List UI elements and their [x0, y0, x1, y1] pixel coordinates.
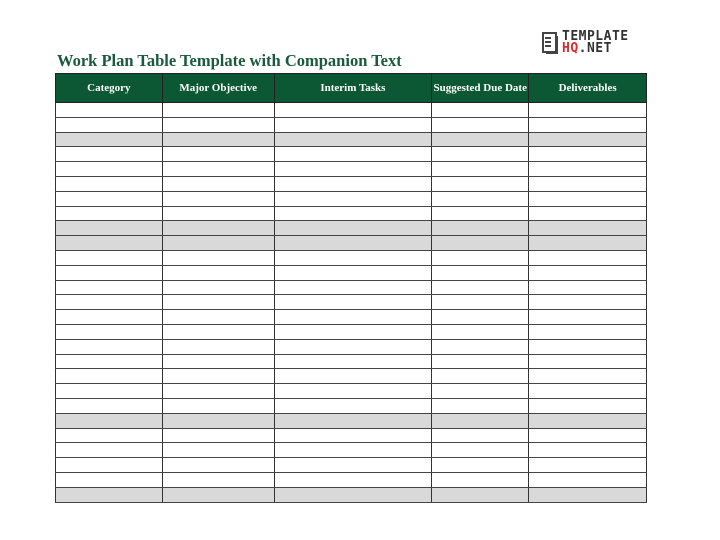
cell-category[interactable] [56, 265, 163, 280]
cell-interim-tasks[interactable] [274, 369, 432, 384]
cell-deliverables[interactable] [529, 324, 647, 339]
cell-suggested-due-date[interactable] [432, 206, 529, 221]
cell-suggested-due-date[interactable] [432, 295, 529, 310]
cell-interim-tasks[interactable] [274, 236, 432, 251]
cell-interim-tasks[interactable] [274, 443, 432, 458]
cell-major-objective[interactable] [162, 413, 274, 428]
cell-category[interactable] [56, 487, 163, 502]
cell-category[interactable] [56, 369, 163, 384]
table-row [56, 384, 647, 399]
cell-deliverables[interactable] [529, 295, 647, 310]
header-suggested-due-date: Suggested Due Date [432, 74, 529, 103]
cell-deliverables[interactable] [529, 191, 647, 206]
table-row [56, 339, 647, 354]
cell-deliverables[interactable] [529, 236, 647, 251]
cell-interim-tasks[interactable] [274, 265, 432, 280]
table-row [56, 191, 647, 206]
table-row [56, 117, 647, 132]
cell-interim-tasks[interactable] [274, 206, 432, 221]
header-row [56, 74, 647, 103]
cell-category[interactable] [56, 250, 163, 265]
cell-suggested-due-date[interactable] [432, 191, 529, 206]
cell-suggested-due-date[interactable] [432, 487, 529, 502]
cell-interim-tasks[interactable] [274, 324, 432, 339]
table-row [56, 487, 647, 502]
cell-category[interactable] [56, 280, 163, 295]
cell-category[interactable] [56, 310, 163, 325]
cell-interim-tasks[interactable] [274, 250, 432, 265]
cell-deliverables[interactable] [529, 398, 647, 413]
table-row [56, 398, 647, 413]
cell-major-objective[interactable] [162, 147, 274, 162]
cell-category[interactable] [56, 295, 163, 310]
cell-deliverables[interactable] [529, 339, 647, 354]
cell-interim-tasks[interactable] [274, 117, 432, 132]
table-row [56, 280, 647, 295]
cell-category[interactable] [56, 354, 163, 369]
cell-suggested-due-date[interactable] [432, 280, 529, 295]
cell-suggested-due-date[interactable] [432, 132, 529, 147]
cell-major-objective[interactable] [162, 117, 274, 132]
page-title: Work Plan Table Template with Companion Text [57, 51, 402, 70]
header-deliverables: Deliverables [529, 74, 647, 103]
cell-category[interactable] [56, 132, 163, 147]
cell-major-objective[interactable] [162, 103, 274, 118]
cell-suggested-due-date[interactable] [432, 443, 529, 458]
cell-deliverables[interactable] [529, 443, 647, 458]
cell-deliverables[interactable] [529, 310, 647, 325]
cell-deliverables[interactable] [529, 103, 647, 118]
cell-interim-tasks[interactable] [274, 132, 432, 147]
templatehq-logo [542, 30, 629, 56]
cell-suggested-due-date[interactable] [432, 265, 529, 280]
cell-major-objective[interactable] [162, 265, 274, 280]
cell-interim-tasks[interactable] [274, 354, 432, 369]
cell-suggested-due-date[interactable] [432, 428, 529, 443]
cell-deliverables[interactable] [529, 147, 647, 162]
cell-major-objective[interactable] [162, 310, 274, 325]
cell-major-objective[interactable] [162, 428, 274, 443]
cell-deliverables[interactable] [529, 487, 647, 502]
header-category: Category [56, 74, 163, 103]
cell-interim-tasks[interactable] [274, 472, 432, 487]
cell-suggested-due-date[interactable] [432, 413, 529, 428]
cell-major-objective[interactable] [162, 162, 274, 177]
header-major-objective: Major Objective [162, 74, 274, 103]
cell-interim-tasks[interactable] [274, 295, 432, 310]
table-row [56, 354, 647, 369]
work-plan-table [55, 73, 647, 503]
cell-category[interactable] [56, 443, 163, 458]
table-row [56, 162, 647, 177]
cell-deliverables[interactable] [529, 221, 647, 236]
cell-major-objective[interactable] [162, 369, 274, 384]
cell-major-objective[interactable] [162, 176, 274, 191]
cell-category[interactable] [56, 398, 163, 413]
cell-interim-tasks[interactable] [274, 162, 432, 177]
table-row [56, 310, 647, 325]
table-row [56, 295, 647, 310]
cell-suggested-due-date[interactable] [432, 324, 529, 339]
cell-deliverables[interactable] [529, 176, 647, 191]
cell-category[interactable] [56, 191, 163, 206]
cell-category[interactable] [56, 458, 163, 473]
cell-suggested-due-date[interactable] [432, 339, 529, 354]
table-row [56, 176, 647, 191]
cell-major-objective[interactable] [162, 206, 274, 221]
cell-interim-tasks[interactable] [274, 458, 432, 473]
cell-interim-tasks[interactable] [274, 310, 432, 325]
cell-suggested-due-date[interactable] [432, 221, 529, 236]
cell-deliverables[interactable] [529, 472, 647, 487]
cell-category[interactable] [56, 428, 163, 443]
cell-major-objective[interactable] [162, 443, 274, 458]
cell-deliverables[interactable] [529, 369, 647, 384]
cell-interim-tasks[interactable] [274, 191, 432, 206]
cell-deliverables[interactable] [529, 384, 647, 399]
cell-major-objective[interactable] [162, 132, 274, 147]
cell-suggested-due-date[interactable] [432, 458, 529, 473]
table-row [56, 221, 647, 236]
cell-major-objective[interactable] [162, 339, 274, 354]
cell-major-objective[interactable] [162, 191, 274, 206]
table-row [56, 369, 647, 384]
cell-interim-tasks[interactable] [274, 428, 432, 443]
cell-suggested-due-date[interactable] [432, 103, 529, 118]
cell-major-objective[interactable] [162, 487, 274, 502]
cell-interim-tasks[interactable] [274, 384, 432, 399]
cell-deliverables[interactable] [529, 280, 647, 295]
cell-major-objective[interactable] [162, 295, 274, 310]
cell-interim-tasks[interactable] [274, 487, 432, 502]
table-row [56, 250, 647, 265]
table-row [56, 132, 647, 147]
cell-deliverables[interactable] [529, 132, 647, 147]
cell-deliverables[interactable] [529, 250, 647, 265]
cell-deliverables[interactable] [529, 354, 647, 369]
cell-category[interactable] [56, 206, 163, 221]
table-row [56, 265, 647, 280]
table-row [56, 428, 647, 443]
cell-interim-tasks[interactable] [274, 398, 432, 413]
cell-major-objective[interactable] [162, 236, 274, 251]
cell-deliverables[interactable] [529, 162, 647, 177]
cell-interim-tasks[interactable] [274, 339, 432, 354]
cell-major-objective[interactable] [162, 458, 274, 473]
cell-category[interactable] [56, 103, 163, 118]
cell-suggested-due-date[interactable] [432, 236, 529, 251]
cell-major-objective[interactable] [162, 280, 274, 295]
table-row [56, 472, 647, 487]
table-row [56, 443, 647, 458]
cell-suggested-due-date[interactable] [432, 117, 529, 132]
cell-category[interactable] [56, 236, 163, 251]
cell-major-objective[interactable] [162, 384, 274, 399]
cell-deliverables[interactable] [529, 428, 647, 443]
cell-deliverables[interactable] [529, 413, 647, 428]
cell-deliverables[interactable] [529, 265, 647, 280]
cell-category[interactable] [56, 176, 163, 191]
cell-major-objective[interactable] [162, 221, 274, 236]
cell-suggested-due-date[interactable] [432, 310, 529, 325]
cell-interim-tasks[interactable] [274, 221, 432, 236]
cell-suggested-due-date[interactable] [432, 369, 529, 384]
table-row [56, 147, 647, 162]
cell-suggested-due-date[interactable] [432, 398, 529, 413]
cell-interim-tasks[interactable] [274, 280, 432, 295]
cell-category[interactable] [56, 472, 163, 487]
cell-major-objective[interactable] [162, 324, 274, 339]
table-row [56, 458, 647, 473]
cell-suggested-due-date[interactable] [432, 147, 529, 162]
cell-category[interactable] [56, 162, 163, 177]
cell-deliverables[interactable] [529, 458, 647, 473]
table-row [56, 103, 647, 118]
table-row [56, 413, 647, 428]
document-icon [542, 32, 558, 54]
cell-category[interactable] [56, 221, 163, 236]
header-interim-tasks: Interim Tasks [274, 74, 432, 103]
cell-category[interactable] [56, 117, 163, 132]
cell-suggested-due-date[interactable] [432, 354, 529, 369]
cell-category[interactable] [56, 413, 163, 428]
table-row [56, 206, 647, 221]
cell-deliverables[interactable] [529, 206, 647, 221]
cell-suggested-due-date[interactable] [432, 162, 529, 177]
cell-category[interactable] [56, 339, 163, 354]
cell-interim-tasks[interactable] [274, 147, 432, 162]
cell-major-objective[interactable] [162, 250, 274, 265]
logo-text: TEMPLATE HQ.NET [562, 29, 629, 56]
cell-suggested-due-date[interactable] [432, 384, 529, 399]
cell-interim-tasks[interactable] [274, 103, 432, 118]
cell-major-objective[interactable] [162, 472, 274, 487]
cell-category[interactable] [56, 147, 163, 162]
cell-suggested-due-date[interactable] [432, 176, 529, 191]
cell-suggested-due-date[interactable] [432, 472, 529, 487]
cell-interim-tasks[interactable] [274, 176, 432, 191]
table-row [56, 236, 647, 251]
cell-suggested-due-date[interactable] [432, 250, 529, 265]
cell-category[interactable] [56, 324, 163, 339]
cell-interim-tasks[interactable] [274, 413, 432, 428]
cell-deliverables[interactable] [529, 117, 647, 132]
cell-major-objective[interactable] [162, 398, 274, 413]
cell-category[interactable] [56, 384, 163, 399]
cell-major-objective[interactable] [162, 354, 274, 369]
table-row [56, 324, 647, 339]
